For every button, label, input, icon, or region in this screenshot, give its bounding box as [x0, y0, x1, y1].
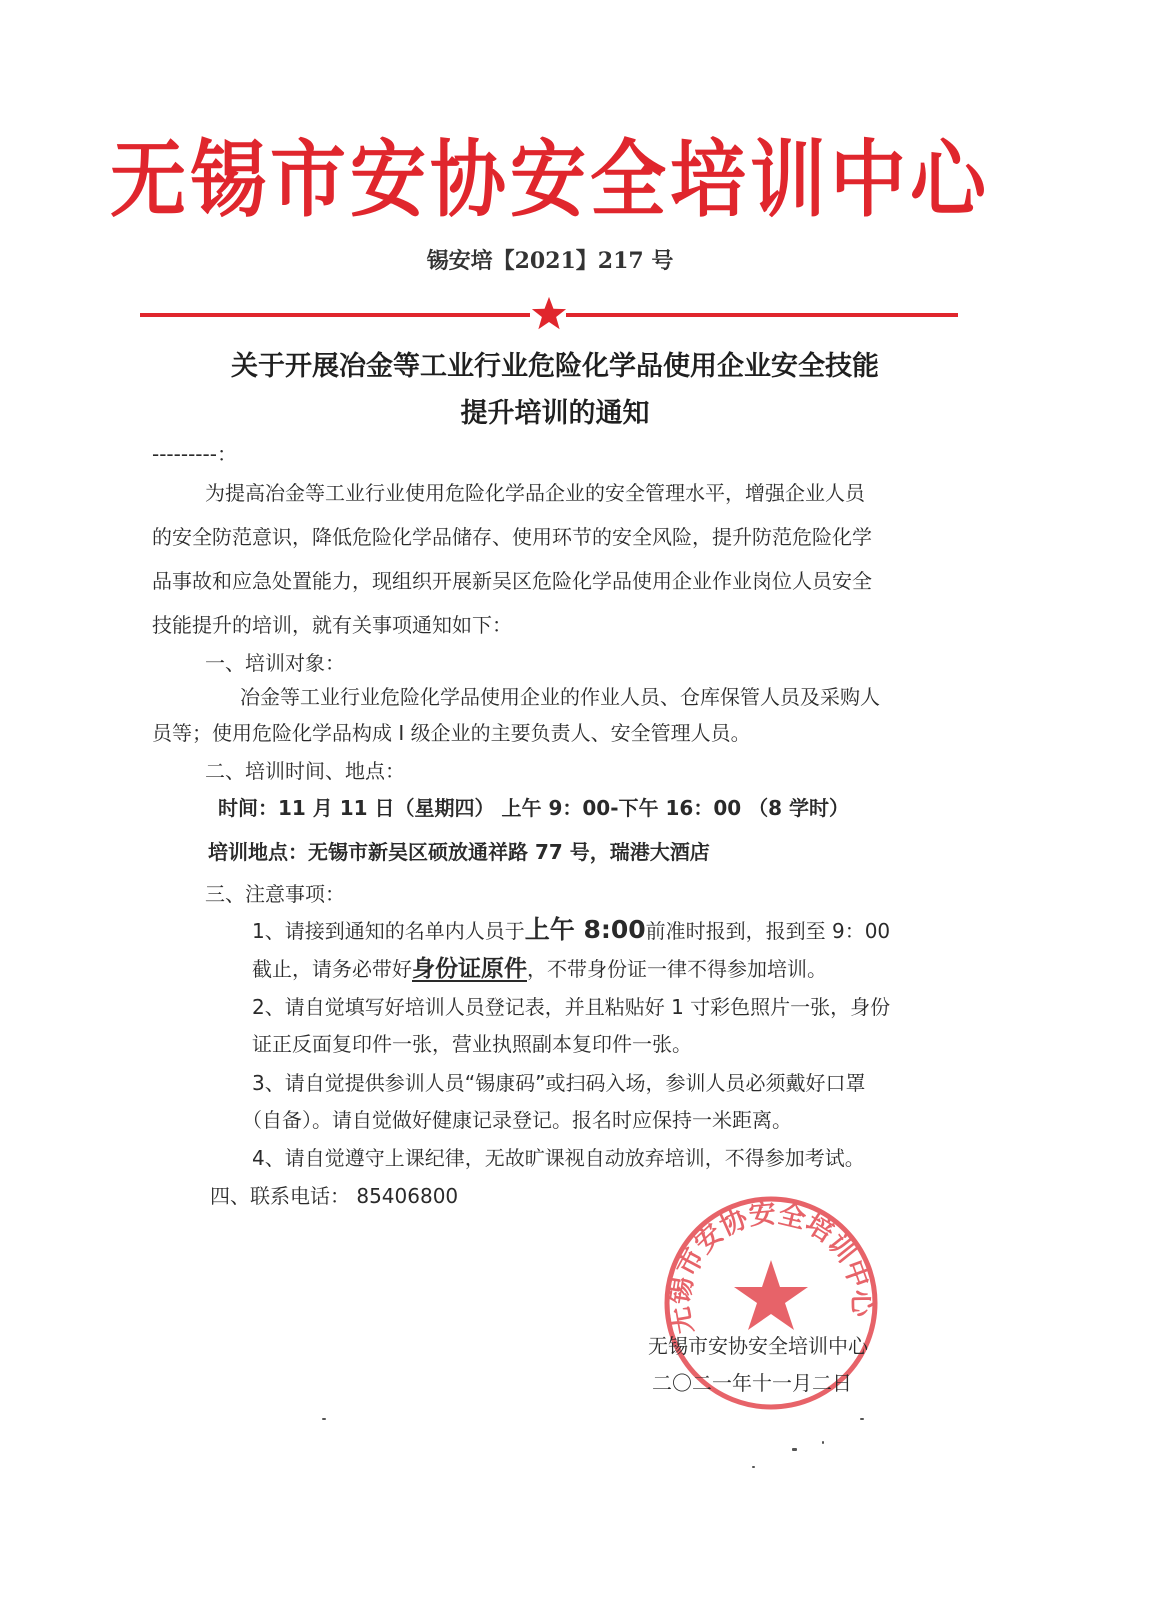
- intro-line: 技能提升的培训，就有关事项通知如下：: [152, 613, 512, 637]
- notice-item-4: 4、请自觉遵守上课纪律，无故旷课视自动放弃培训，不得参加考试。: [252, 1146, 865, 1170]
- section1-line: 冶金等工业行业危险化学品使用企业的作业人员、仓库保管人员及采购人: [240, 685, 880, 709]
- red-rule-left: [140, 313, 530, 317]
- notice-title-line2: 提升培训的通知: [460, 398, 650, 429]
- scan-speck: [752, 1466, 755, 1468]
- scan-speck: [860, 1418, 864, 1420]
- notice-item-3: 3、请自觉提供参训人员“锡康码”或扫码入场，参训人员必须戴好口罩: [252, 1071, 866, 1095]
- org-title: 无锡市安协安全培训中心: [110, 130, 990, 229]
- signature-date: 二〇二一年十一月二日: [652, 1371, 852, 1395]
- item1-line2-prefix: 截止，请务必带好: [252, 957, 412, 981]
- notice-item-3-line2: （自备）。请自觉做好健康记录登记。报名时应保持一米距离。: [242, 1108, 792, 1132]
- training-time: 时间：11 月 11 日（星期四） 上午 9：00-下午 16：00 （8 学时）: [218, 796, 849, 820]
- item1-suffix: 前准时报到，报到至 9：00: [645, 919, 891, 943]
- notice-item-2: 2、请自觉填写好培训人员登记表，并且粘贴好 1 寸彩色照片一张，身份: [252, 995, 891, 1019]
- scan-speck: [792, 1448, 797, 1451]
- item1-prefix: 1、请接到通知的名单内人员于: [252, 919, 525, 943]
- red-rule-right: [566, 313, 958, 317]
- addressee: ---------：: [152, 442, 237, 466]
- doc-number: 锡安培【2021】217 号: [426, 248, 674, 274]
- seal-text: 无锡市安协安全培训中心: [664, 1198, 878, 1337]
- training-location: 培训地点：无锡市新吴区硕放通祥路 77 号，瑞港大酒店: [208, 840, 710, 864]
- id-card-emphasis: 身份证原件: [412, 956, 527, 982]
- section1-heading: 一、培训对象：: [205, 651, 345, 675]
- section3-heading: 三、注意事项：: [205, 882, 345, 906]
- star-icon: [530, 295, 568, 333]
- intro-line: 为提高冶金等工业行业使用危险化学品企业的安全管理水平，增强企业人员: [205, 481, 865, 505]
- intro-line: 品事故和应急处置能力，现组织开展新吴区危险化学品使用企业作业岗位人员安全: [152, 569, 872, 593]
- notice-item-1-line2: [252, 955, 827, 983]
- scan-speck: [822, 1441, 824, 1444]
- section2-heading: 二、培训时间、地点：: [205, 759, 405, 783]
- scan-speck: [322, 1418, 326, 1420]
- notice-item-2-line2: 证正反面复印件一张，营业执照副本复印件一张。: [252, 1032, 692, 1056]
- contact-phone: 四、联系电话： 85406800: [210, 1184, 459, 1208]
- section1-line: 员等；使用危险化学品构成 I 级企业的主要负责人、安全管理人员。: [152, 721, 751, 745]
- intro-line: 的安全防范意识，降低危险化学品储存、使用环节的安全风险，提升防范危险化学: [152, 525, 872, 549]
- notice-item-1: [252, 916, 890, 945]
- item1-time-emphasis: 上午 8:00: [524, 915, 646, 944]
- item1-line2-suffix: ，不带身份证一律不得参加培训。: [527, 957, 827, 981]
- signature-org: 无锡市安协安全培训中心: [648, 1334, 868, 1358]
- notice-title-line1: 关于开展冶金等工业行业危险化学品使用企业安全技能: [231, 351, 879, 382]
- seal-star-icon: [734, 1260, 808, 1330]
